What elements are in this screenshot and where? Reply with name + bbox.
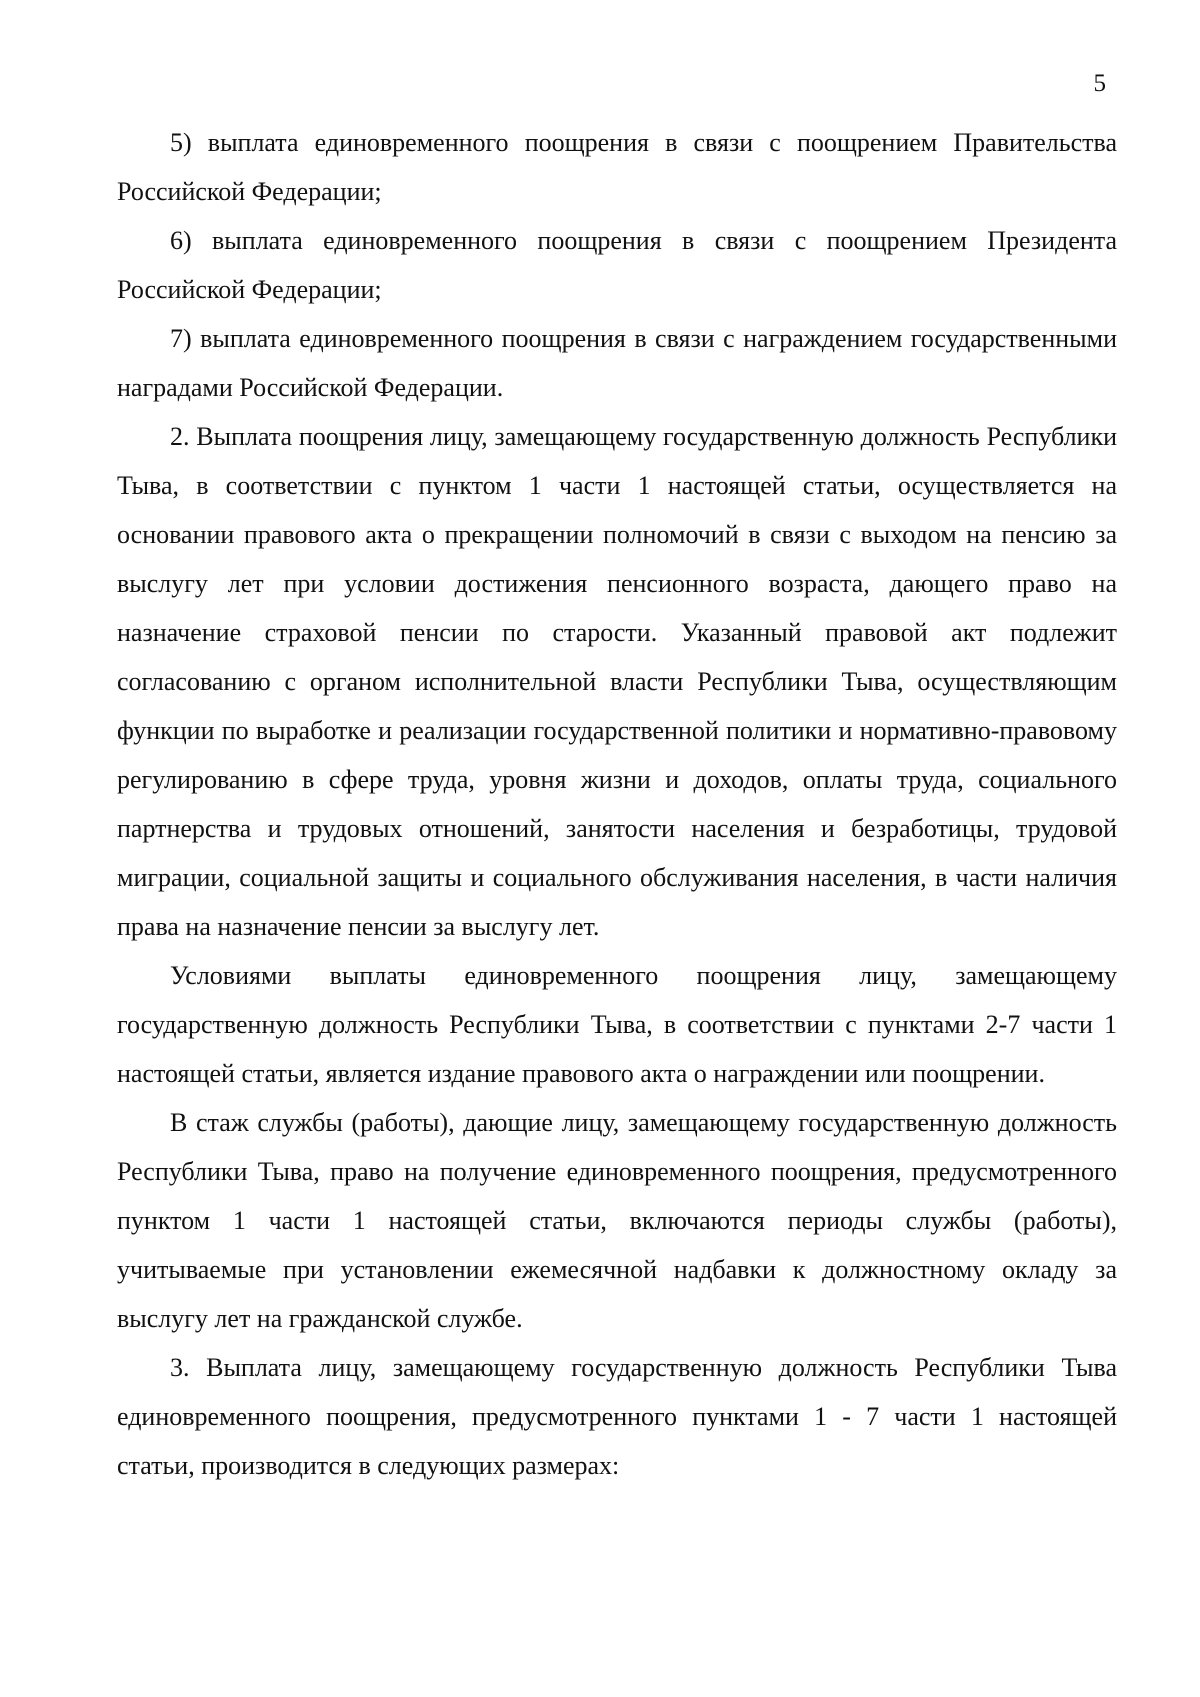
page-number: 5 bbox=[1093, 70, 1106, 97]
document-body bbox=[117, 118, 1117, 1490]
conditions-paragraph: Условиями выплаты единовременного поощрения лицу, замещающему государственную должность Республики Тыва, в соответствии с пунктами 2-7 части 1 настоящей статьи, является издание правового акта о награждении или поощрении. bbox=[117, 961, 1117, 1088]
item-7-paragraph: 7) выплата единовременного поощрения в связи с награждением государственными наградами Российской Федерации. bbox=[117, 324, 1117, 402]
item-6-paragraph: 6) выплата единовременного поощрения в связи с поощрением Президента Российской Федерации; bbox=[117, 226, 1117, 304]
point-2-paragraph: 2. Выплата поощрения лицу, замещающему государственную должность Республики Тыва, в соответствии с пунктом 1 части 1 настоящей статьи, осуществляется на основании правового акта о прекращении полномочий в связи с выходом на пенсию за выслугу лет при условии достижения пенсионного возраста, дающего право на назначение страховой пенсии по старости. Указанный правовой акт подлежит согласованию с органом исполнительной власти Республики Тыва, осуществляющим функции по выработке и реализации государственной политики и нормативно-правовому регулированию в сфере труда, уровня жизни и доходов, оплаты труда, социального партнерства и трудовых отношений, занятости населения и безработицы, трудовой миграции, социальной защиты и социального обслуживания населения, в части наличия права на назначение пенсии за выслугу лет. bbox=[117, 422, 1117, 941]
point-3-paragraph: 3. Выплата лицу, замещающему государственную должность Республики Тыва единовременного поощрения, предусмотренного пунктами 1 - 7 части 1 настоящей статьи, производится в следующих размерах: bbox=[117, 1353, 1117, 1480]
service-length-paragraph: В стаж службы (работы), дающие лицу, замещающему государственную должность Республики Тыва, право на получение единовременного поощрения, предусмотренного пунктом 1 части 1 настоящей статьи, включаются периоды службы (работы), учитываемые при установлении ежемесячной надбавки к должностному окладу за выслугу лет на гражданской службе. bbox=[117, 1108, 1117, 1333]
item-5-paragraph: 5) выплата единовременного поощрения в связи с поощрением Правительства Российской Федерации; bbox=[117, 128, 1117, 206]
